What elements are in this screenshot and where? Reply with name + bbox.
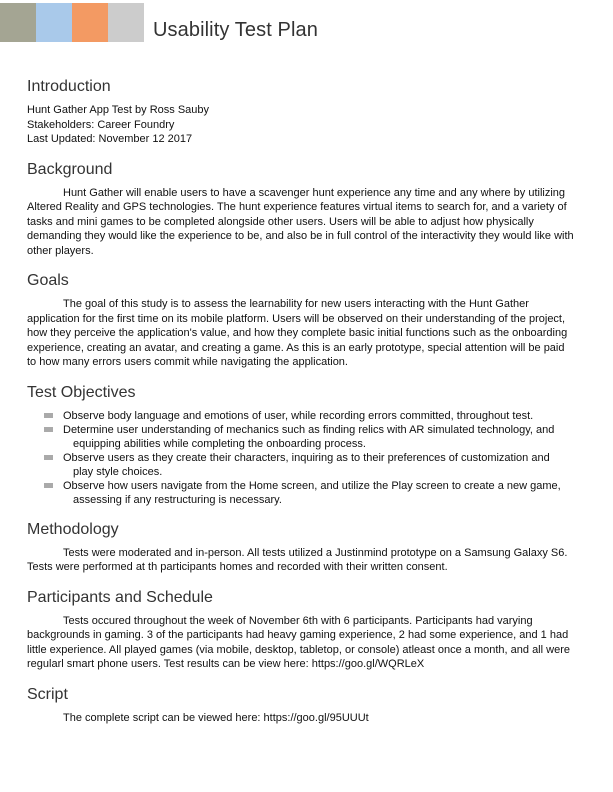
objective-text: Observe body language and emotions of user, while recording errors committed, throughout test. xyxy=(63,409,534,422)
objective-text: Observe users as they create their characters, inquiring as to their preferences of customization and xyxy=(63,451,550,464)
swatch-sage xyxy=(0,3,36,42)
background-heading: Background xyxy=(27,160,113,178)
objective-text-continued: assessing if any restructuring is necessary. xyxy=(73,493,282,506)
objective-text: Observe how users navigate from the Home screen, and utilize the Play screen to create a new game, xyxy=(63,479,561,492)
list-item xyxy=(27,423,575,451)
objectives-heading: Test Objectives xyxy=(27,383,136,401)
methodology-paragraph: Tests were moderated and in-person. All tests utilized a Justinmind prototype on a Samsung Galaxy S6. Tests were performed at th participants homes and recorded with their written consent. xyxy=(27,546,568,573)
participants-heading: Participants and Schedule xyxy=(27,588,213,606)
intro-updated-line: Last Updated: November 12 2017 xyxy=(27,133,193,145)
bullet-icon xyxy=(44,413,53,418)
swatch-orange xyxy=(72,3,108,42)
list-item xyxy=(27,409,575,423)
swatch-gray xyxy=(108,3,144,42)
section-participants xyxy=(27,587,575,672)
objective-text-continued: play style choices. xyxy=(73,465,163,478)
document-body xyxy=(27,76,575,737)
background-paragraph: Hunt Gather will enable users to have a scavenger hunt experience any time and any where by utilizing Altered Reality and GPS technologies. The hunt experience features virtual items to search for, and a variety of tasks and mini games to be completed alongside other users. Users will be able to adjust how physically demanding they would like the experience to be, and also be in full control of the interactivity they would like with other players. xyxy=(27,186,574,257)
section-script xyxy=(27,684,575,726)
objective-text: Determine user understanding of mechanics such as finding relics with AR simulated technology, and xyxy=(63,423,555,436)
section-test-objectives xyxy=(27,382,575,507)
goals-heading: Goals xyxy=(27,272,69,289)
methodology-heading: Methodology xyxy=(27,520,119,538)
list-item xyxy=(27,479,575,507)
objectives-list xyxy=(27,409,575,507)
intro-stakeholders-line: Stakeholders: Career Foundry xyxy=(27,118,175,131)
participants-paragraph: Tests occured throughout the week of November 6th with 6 participants. Participants had varying backgrounds in gaming. 3 of the participants had heavy gaming experience, 2 had some experience, and 1 had little experience. All played games (via mobile, desktop, tabletop, or console) atleast once a month, and all were regularl smart phone users. Test results can be view here: https://goo.gl/WQRLeX xyxy=(27,614,570,670)
script-paragraph: The complete script can be viewed here: https://goo.gl/95UUUt xyxy=(63,711,369,724)
section-goals xyxy=(27,270,575,370)
bullet-icon xyxy=(44,455,53,460)
header-color-swatches xyxy=(0,3,144,42)
section-methodology xyxy=(27,519,575,575)
section-introduction xyxy=(27,76,575,147)
intro-author-line: Hunt Gather App Test by Ross Sauby xyxy=(27,104,210,116)
script-heading: Script xyxy=(27,685,68,703)
introduction-heading: Introduction xyxy=(27,78,111,95)
objective-text-continued: equipping abilities while completing the onboarding process. xyxy=(73,437,366,450)
document-title: Usability Test Plan xyxy=(153,19,318,41)
goals-paragraph: The goal of this study is to assess the learnability for new users interacting with the Hunt Gather application for the first time on its mobile platform. Users will be observed on their understanding of the project, how they perceive the application's value, and how they complete basic initial functions such as the onboarding experience, creating an avatar, and creating a game. As this is an early prototype, special attention will be paid to how many errors users commit while navigating the application. xyxy=(27,298,568,368)
list-item xyxy=(27,451,575,479)
section-background xyxy=(27,159,575,259)
bullet-icon xyxy=(44,483,53,488)
bullet-icon xyxy=(44,427,53,432)
swatch-blue xyxy=(36,3,72,42)
